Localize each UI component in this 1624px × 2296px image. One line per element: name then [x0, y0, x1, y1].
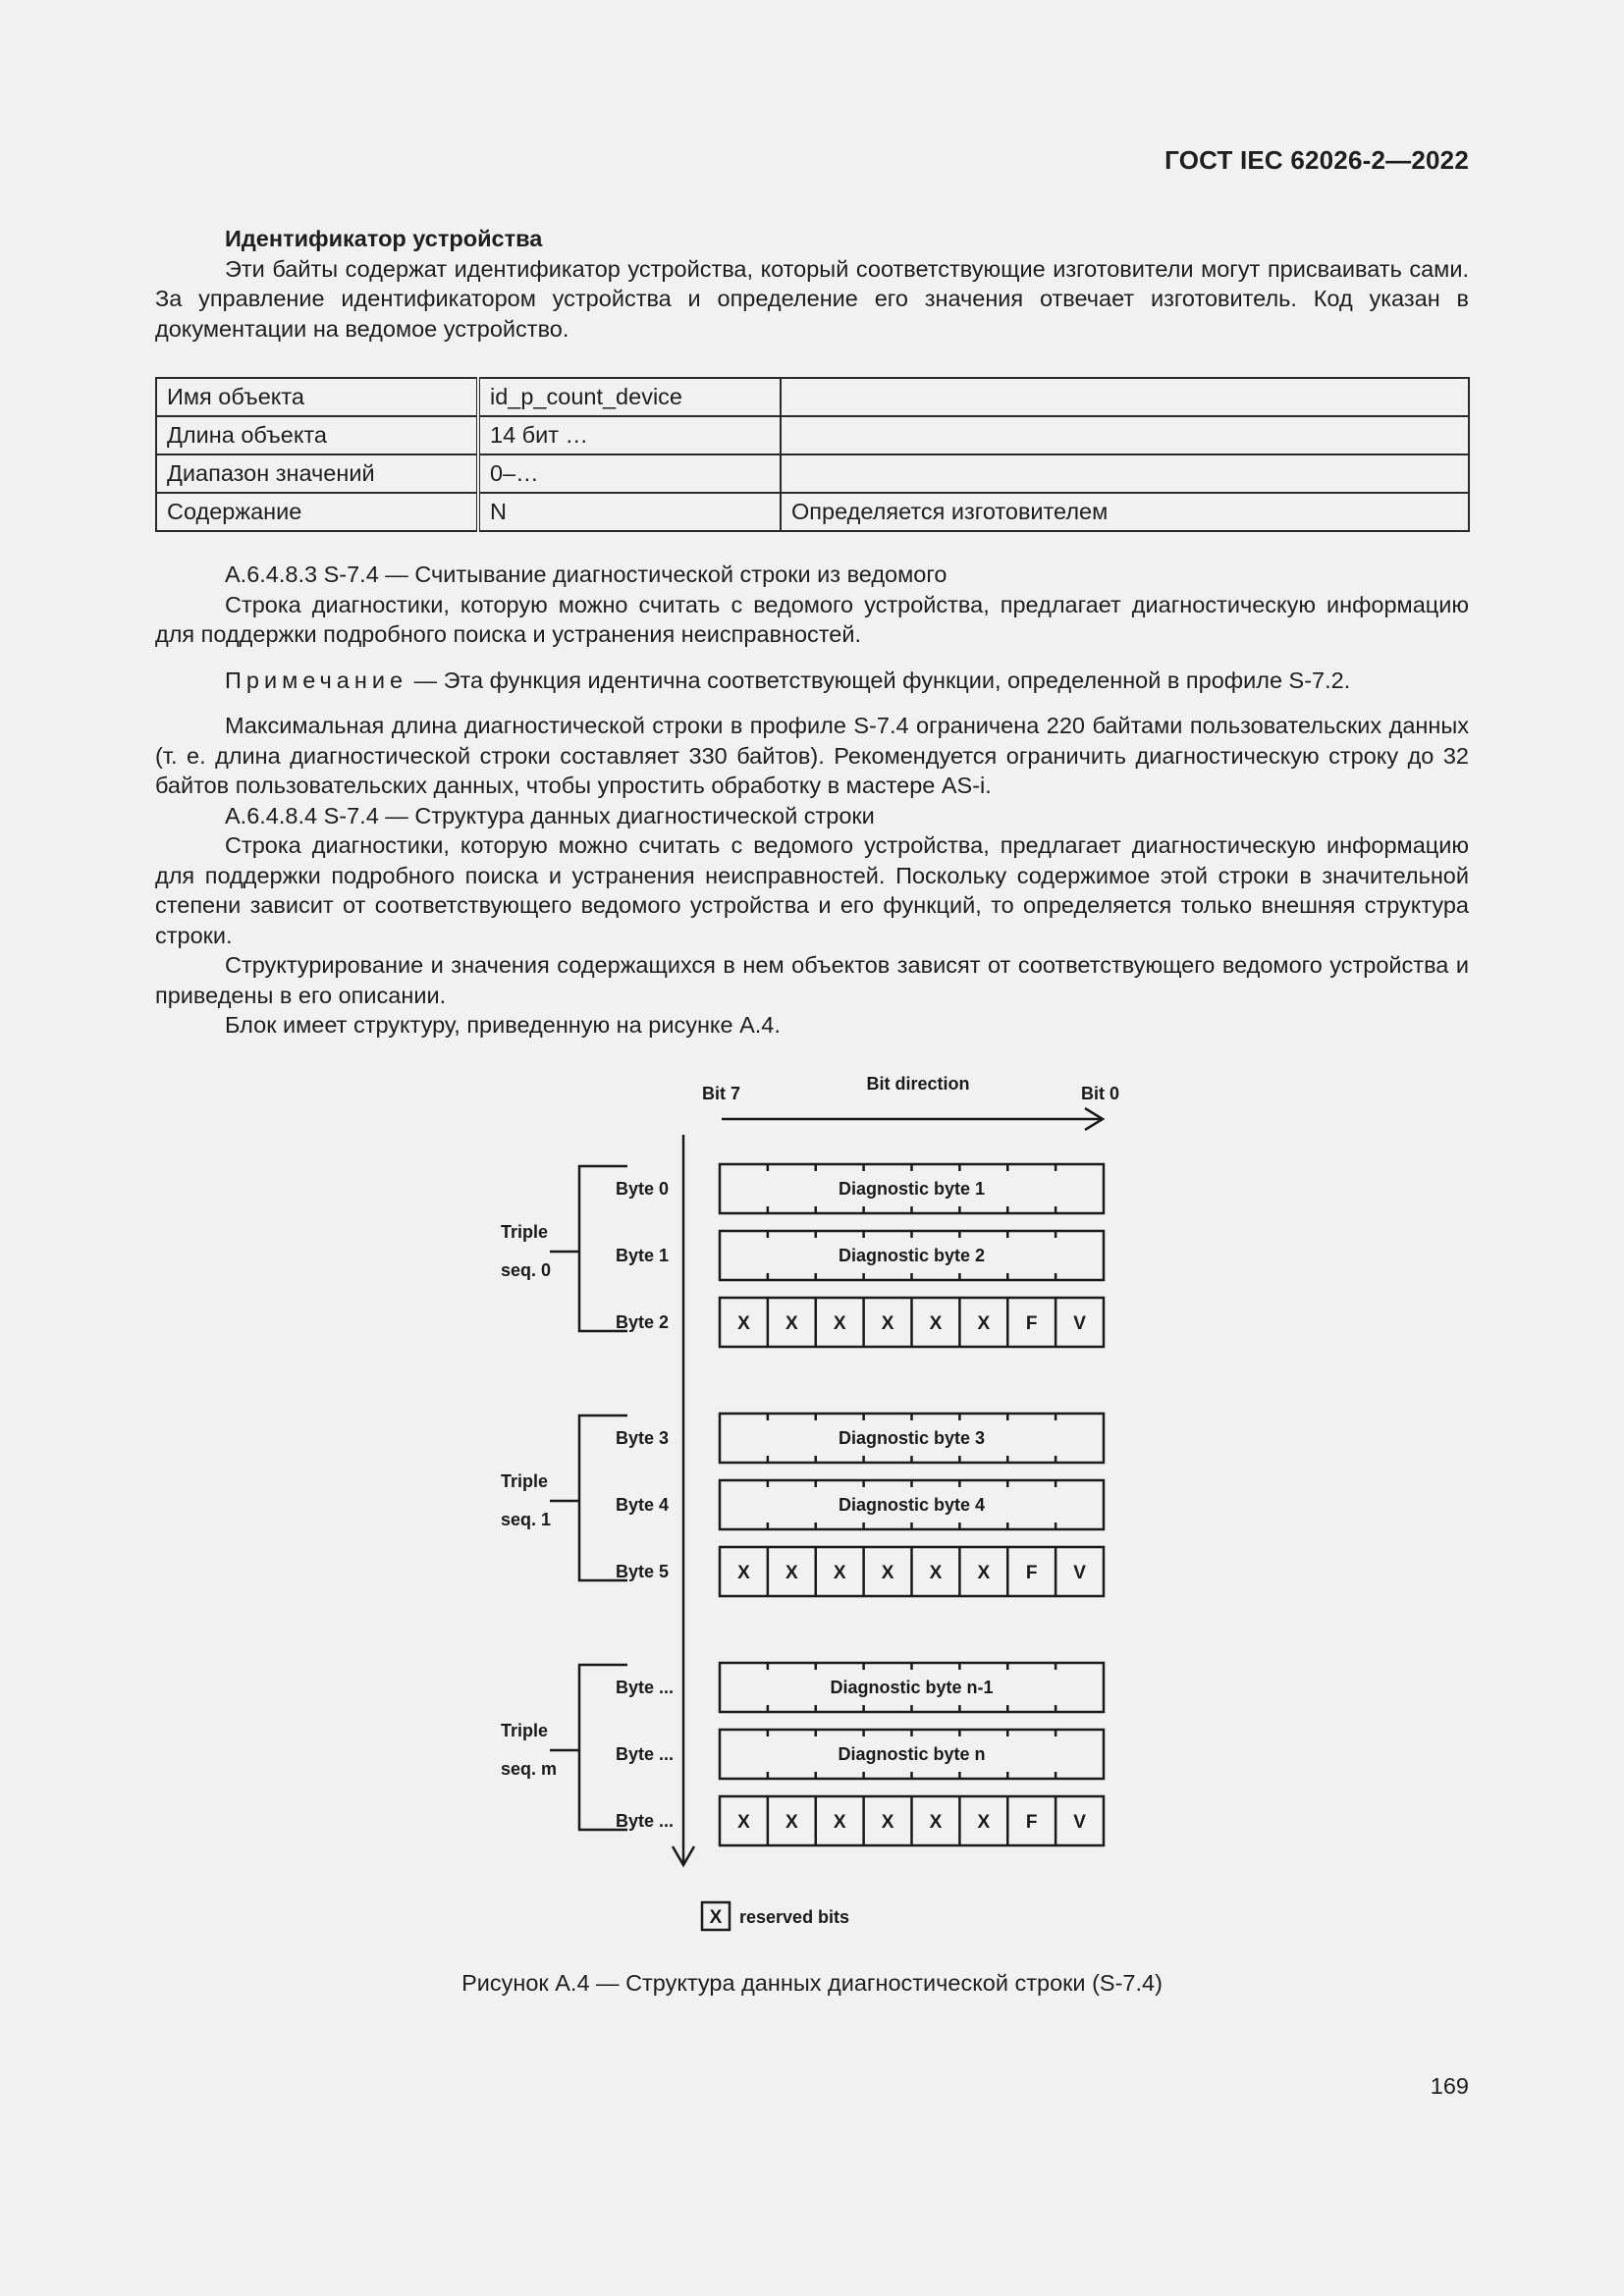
diagnostic-byte-label: Diagnostic byte 3: [838, 1428, 986, 1448]
bit-cell: X: [785, 1812, 798, 1833]
bit-cell: X: [833, 1313, 846, 1334]
table-row: [156, 493, 1469, 531]
table-cell-label: Диапазон значений: [156, 454, 478, 493]
bit-cell: X: [929, 1313, 943, 1334]
table-cell-value: id_p_count_device: [478, 378, 781, 416]
bit-cell: X: [737, 1563, 750, 1583]
table-cell-note: [781, 378, 1469, 416]
section-title: Идентификатор устройства: [225, 226, 543, 251]
diagnostic-byte-label: Diagnostic byte 1: [838, 1179, 986, 1199]
document-id: ГОСТ IEC 62026-2—2022: [1164, 145, 1469, 175]
bit-cell: X: [929, 1563, 943, 1583]
byte-label: Byte ...: [616, 1744, 675, 1764]
byte-label: Byte 2: [616, 1312, 670, 1332]
bit-cell: X: [785, 1563, 798, 1583]
bit-direction-label: Bit direction: [866, 1074, 970, 1094]
bit-cell: X: [977, 1563, 991, 1583]
bit-cell: V: [1073, 1563, 1086, 1583]
table-cell-value: 0–…: [478, 454, 781, 493]
byte-label: Byte ...: [616, 1678, 675, 1697]
subsection-text-a6483: Строка диагностики, которую можно считать с ведомого устройства, предлагает диагностическую информацию для поддержки подробного поиска и устранения неисправностей.: [155, 591, 1469, 647]
subsection-p3-a6484: Блок имеет структуру, приведенную на рисунке А.4.: [225, 1012, 781, 1038]
note-label: Примечание: [225, 667, 408, 693]
subsection-p1-a6484: Строка диагностики, которую можно считать с ведомого устройства, предлагает диагностическую информацию для поддержки подробного поиска и устранения неисправностей. Поскольку содержимое этой строки в значительной степени зависит от соответствующего ведомого устройства и его функций, то определяется только внешняя структура строки.: [155, 832, 1469, 948]
max-length-paragraph: Максимальная длина диагностической строки в профиле S-7.4 ограничена 220 байтами пользовательских данных (т. е. длина диагностической строки составляет 330 байтов). Рекомендуется ограничить диагностическую строку до 32 байтов пользовательских данных, чтобы упростить обработку в мастере AS-i.: [155, 713, 1469, 798]
figure-svg: [491, 1066, 1159, 1949]
bit-cell: X: [977, 1313, 991, 1334]
diagnostic-byte-label: Diagnostic byte 4: [838, 1495, 986, 1515]
page-body: [155, 224, 1469, 1041]
bit-cell: X: [785, 1313, 798, 1334]
table-row: [156, 454, 1469, 493]
object-table: [155, 377, 1470, 532]
table-cell-value: 14 бит …: [478, 416, 781, 454]
diagnostic-byte-label: Diagnostic byte n-1: [830, 1678, 994, 1697]
table-row: [156, 378, 1469, 416]
bit-cell: X: [737, 1812, 750, 1833]
byte-label: Byte 3: [616, 1428, 670, 1448]
triple-seq-label: seq. 0: [501, 1260, 552, 1280]
bit-cell: X: [881, 1812, 894, 1833]
figure-caption: Рисунок А.4 — Структура данных диагностической строки (S-7.4): [461, 1970, 1163, 1996]
table-cell-note: [781, 454, 1469, 493]
table-cell-label: Содержание: [156, 493, 478, 531]
table-cell-note: Определяется изготовителем: [781, 493, 1469, 531]
table-cell-label: Длина объекта: [156, 416, 478, 454]
bit-cell: V: [1073, 1313, 1086, 1334]
triple-label: Triple: [501, 1222, 549, 1242]
table-cell-label: Имя объекта: [156, 378, 478, 416]
diagnostic-structure-figure: [491, 1066, 1159, 1949]
byte-label: Byte ...: [616, 1811, 675, 1831]
table-row: [156, 416, 1469, 454]
note-paragraph: [155, 666, 1469, 696]
bit-cell: F: [1025, 1812, 1038, 1833]
bit-cell: X: [881, 1313, 894, 1334]
bit-cell: X: [929, 1812, 943, 1833]
byte-label: Byte 0: [616, 1179, 670, 1199]
subsection-heading-a6483: А.6.4.8.3 S-7.4 — Считывание диагностической строки из ведомого: [225, 561, 947, 587]
triple-label: Triple: [501, 1721, 549, 1740]
table-cell-value: N: [478, 493, 781, 531]
subsection-p2-a6484: Структурирование и значения содержащихся в нем объектов зависят от соответствующего ведомого устройства и приведены в его описании.: [155, 952, 1469, 1008]
bit-cell: X: [833, 1812, 846, 1833]
triple-seq-label: seq. 1: [501, 1510, 552, 1529]
bit-cell: X: [881, 1563, 894, 1583]
table-cell-note: [781, 416, 1469, 454]
byte-label: Byte 1: [616, 1246, 670, 1265]
bit-cell: F: [1025, 1563, 1038, 1583]
triple-label: Triple: [501, 1471, 549, 1491]
subsection-heading-a6484: А.6.4.8.4 S-7.4 — Структура данных диагностической строки: [225, 802, 875, 828]
bit-cell: V: [1073, 1812, 1086, 1833]
note-text: Эта функция идентична соответствующей функции, определенной в профиле S-7.2.: [443, 667, 1351, 693]
bit-cell: X: [977, 1812, 991, 1833]
bit-cell: X: [833, 1563, 846, 1583]
note-dash: —: [413, 667, 438, 693]
bit-cell: F: [1025, 1313, 1038, 1334]
bit-7-label: Bit 7: [702, 1084, 741, 1103]
bit-0-label: Bit 0: [1080, 1084, 1119, 1103]
byte-label: Byte 5: [616, 1562, 670, 1581]
byte-label: Byte 4: [616, 1495, 670, 1515]
intro-paragraph: Эти байты содержат идентификатор устройства, который соответствующие изготовители могут присваивать сами. За управление идентификатором устройства и определение его значения отвечает изготовитель. Код указан в документации на ведомое устройство.: [155, 255, 1469, 342]
diagnostic-byte-label: Diagnostic byte n: [838, 1744, 986, 1764]
legend-text: reserved bits: [739, 1907, 850, 1927]
triple-seq-label: seq. m: [501, 1759, 558, 1779]
bit-cell: X: [737, 1313, 750, 1334]
legend-symbol: X: [709, 1907, 723, 1928]
page-number: 169: [1430, 2073, 1469, 2099]
diagnostic-byte-label: Diagnostic byte 2: [838, 1246, 986, 1265]
